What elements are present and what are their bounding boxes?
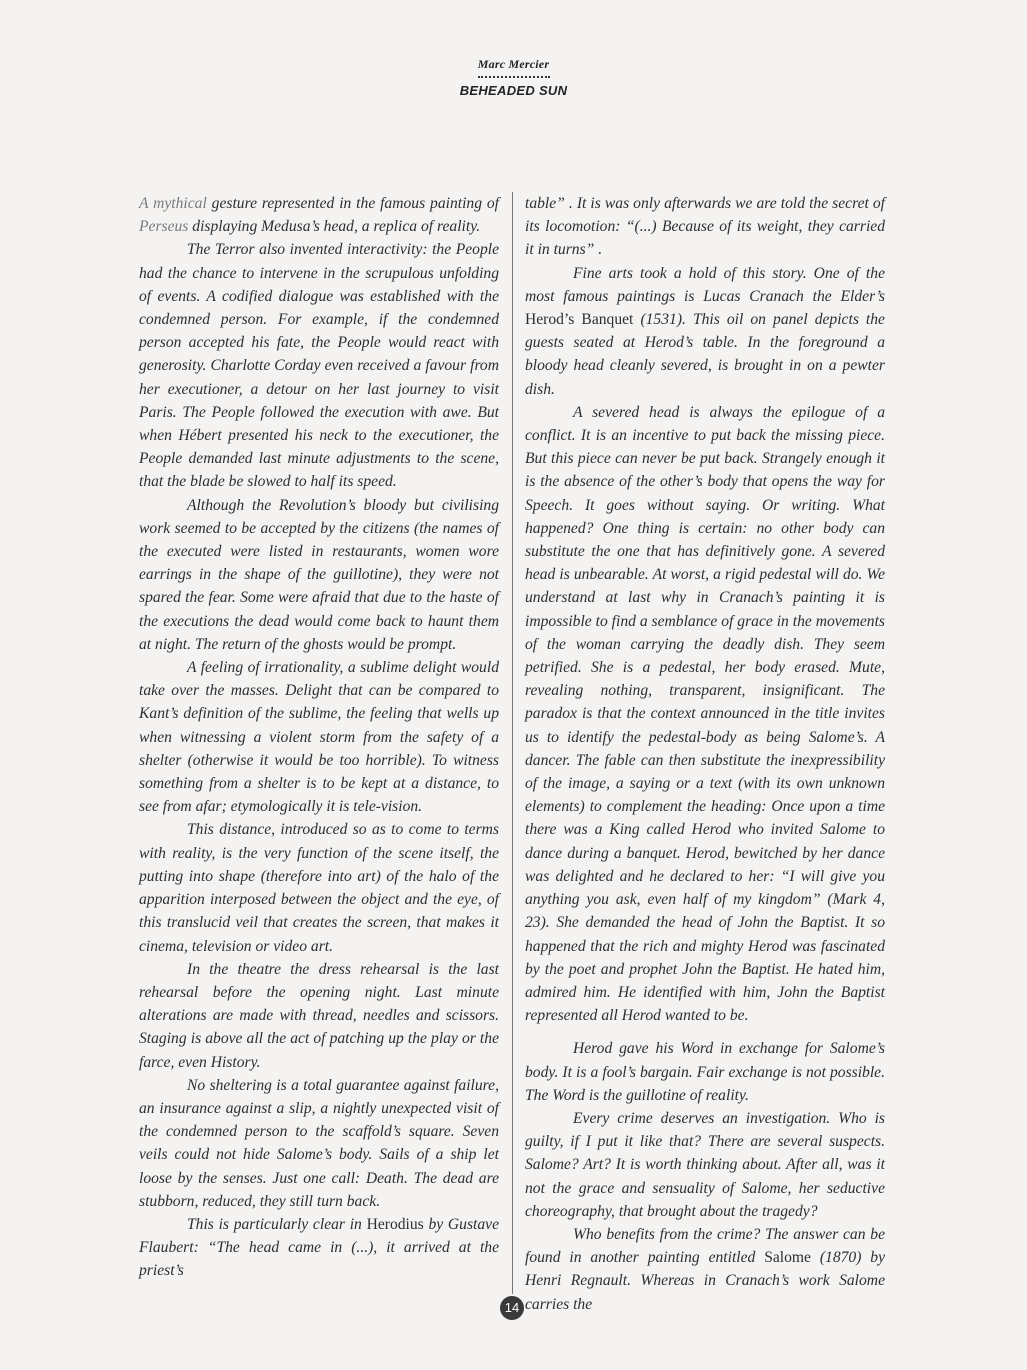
left-column bbox=[139, 192, 499, 1283]
paragraph bbox=[139, 192, 499, 238]
text-run: by Gustave Flaubert: “The head came in (...), it arrived at the priest’s bbox=[139, 1215, 499, 1280]
paragraph: Although the Revolution’s bloody but civilising work seemed to be accepted by the citizens (the names of the executed were listed in restaurants, women wore earrings in the shape of the guillotine), they were not spared the fear. Some were afraid that due to the haste of the executions the dead would come back to haunt them at night. The return of the ghosts would be prompt. bbox=[139, 496, 499, 653]
paragraph: Every crime deserves an investigation. Who is guilty, if I put it like that? There are several suspects. Salome? Art? It is worth thinking about. After all, was it not the grace and sensuality of Salome, her seductive choreography, that brought about the tragedy? bbox=[525, 1109, 885, 1220]
paragraph bbox=[525, 1223, 885, 1316]
paragraph: Herod gave his Word in exchange for Salome’s body. It is a fool’s bargain. Fair exchange is not possible. The Word is the guillotine of reality. bbox=[525, 1040, 885, 1104]
paragraph: This distance, introduced so as to come to terms with reality, is the very function of the scene itself, the putting into shape (therefore into art) of the halo of the apparition interposed between the object and the eye, of this translucid veil that creates the screen, that makes it cinema, television or video art. bbox=[139, 821, 499, 955]
paragraph: In the theatre the dress rehearsal is the last rehearsal before the opening night. Last minute alterations are made with thread, needles and scissors. Staging is above all the act of patching up the play or the farce, even History. bbox=[139, 960, 499, 1071]
text-run: Fine arts took a hold of this story. One of the most famous paintings is Lucas Cranach the Elder’s bbox=[525, 264, 885, 305]
article-title: BEHEADED SUN bbox=[459, 83, 568, 98]
paragraph: A feeling of irrationality, a sublime delight would take over the masses. Delight that can be compared to Kant’s definition of the sublime, the feeling that wells up when witnessing a violent storm from the safety of a shelter (otherwise it would be too horrible). To witness something from a shelter is to be kept at a distance, to see from afar; etymologically it is tele-vision. bbox=[139, 659, 499, 816]
right-column bbox=[525, 192, 885, 1316]
paragraph bbox=[525, 262, 885, 401]
paragraph: No sheltering is a total guarantee against failure, an insurance against a slip, a nightly unexpected visit of the condemned person to the scaffold’s square. Seven veils could not hide Salome’s body. Sails of a ship let loose by the senses. Just one call: Death. The dead are stubborn, reduced, they still turn back. bbox=[139, 1076, 499, 1210]
text-run: Perseus bbox=[139, 218, 189, 236]
text-run: displaying Medusa’s head, a replica of reality. bbox=[188, 218, 481, 236]
work-title: Herod’s Banquet bbox=[525, 311, 634, 329]
text-run: This is particularly clear in bbox=[187, 1215, 367, 1233]
text-run: (1870) by Henri Regnault. Whereas in Cranach’s work Salome carries the bbox=[525, 1249, 885, 1313]
author-name: Marc Mercier bbox=[477, 57, 550, 71]
work-title: Herodius bbox=[366, 1215, 424, 1233]
column-divider bbox=[512, 192, 513, 1294]
paragraph: table” . It is was only afterwards we are told the secret of its locomotion: “(...) Because of its weight, they carried it in turns” . bbox=[525, 195, 885, 259]
paragraph bbox=[139, 1213, 499, 1283]
page-number-badge: 14 bbox=[500, 1296, 524, 1320]
paragraph: A severed head is always the epilogue of a conflict. It is an incentive to put back the missing piece. But this piece can never be put back. Strangely enough it is the absence of the other’s body that opens the way for Speech. It goes without saying. Or writing. What happened? One thing is certain: no other body can substitute the one that has definitively gone. A severed head is unbearable. At worst, a rigid pedestal will do. We understand at last why in Cranach’s painting it is impossible to find a semblance of grace in the movements of the woman carrying the deadly dish. They seem petrified. She is a pedestal, her body erased. Mute, revealing nothing, transparent, insignificant. The paradox is that the context announced in the title invites us to identify the pedestal-body as being Salome’s. A dancer. The fable can then substitute the inexpressibility of the image, a saying or a text (with its own unknown elements) to complement the heading: Once upon a time there was a King called Herod who invited Salome to dance during a banquet. Herod, bewitched by her dance was delighted and he declared to her: “I will give you anything you ask, even half of my kingdom” (Mark 4, 23). She demanded the head of John the Baptist. It so happened that the rich and mighty Herod was fascinated by the poet and prophet John the Baptist. He hated him, admired him. He identified with him, John the Baptist represented all Herod wanted to be. bbox=[525, 403, 885, 1025]
text-run: gesture represented in the famous painting of bbox=[206, 195, 499, 212]
paragraph: The Terror also invented interactivity: the People had the chance to intervene in the scrupulous unfolding of events. A codified dialogue was established with the condemned person. For example, if the condemned person accepted his fate, the People would react with generosity. Charlotte Corday even received a favour from her executioner, a detour on her last journey to visit Paris. The People followed the execution with awe. But when Hébert presented his neck to the executioner, the People demanded last minute adjustments to the scene, that the blade be slowed to half its speed. bbox=[139, 241, 499, 491]
work-title: Salome bbox=[764, 1249, 811, 1267]
text-run: Who benefits from the crime? The answer can be found in another painting entitled bbox=[525, 1225, 885, 1267]
running-header bbox=[0, 56, 1027, 100]
text-run: A mythical bbox=[139, 195, 207, 212]
header-dotted-rule bbox=[478, 72, 550, 78]
text-run: (1531). This oil on panel depicts the guests seated at Herod’s table. In the foreground a bloody head cleanly severed, is brought in on a pewter dish. bbox=[525, 311, 885, 398]
